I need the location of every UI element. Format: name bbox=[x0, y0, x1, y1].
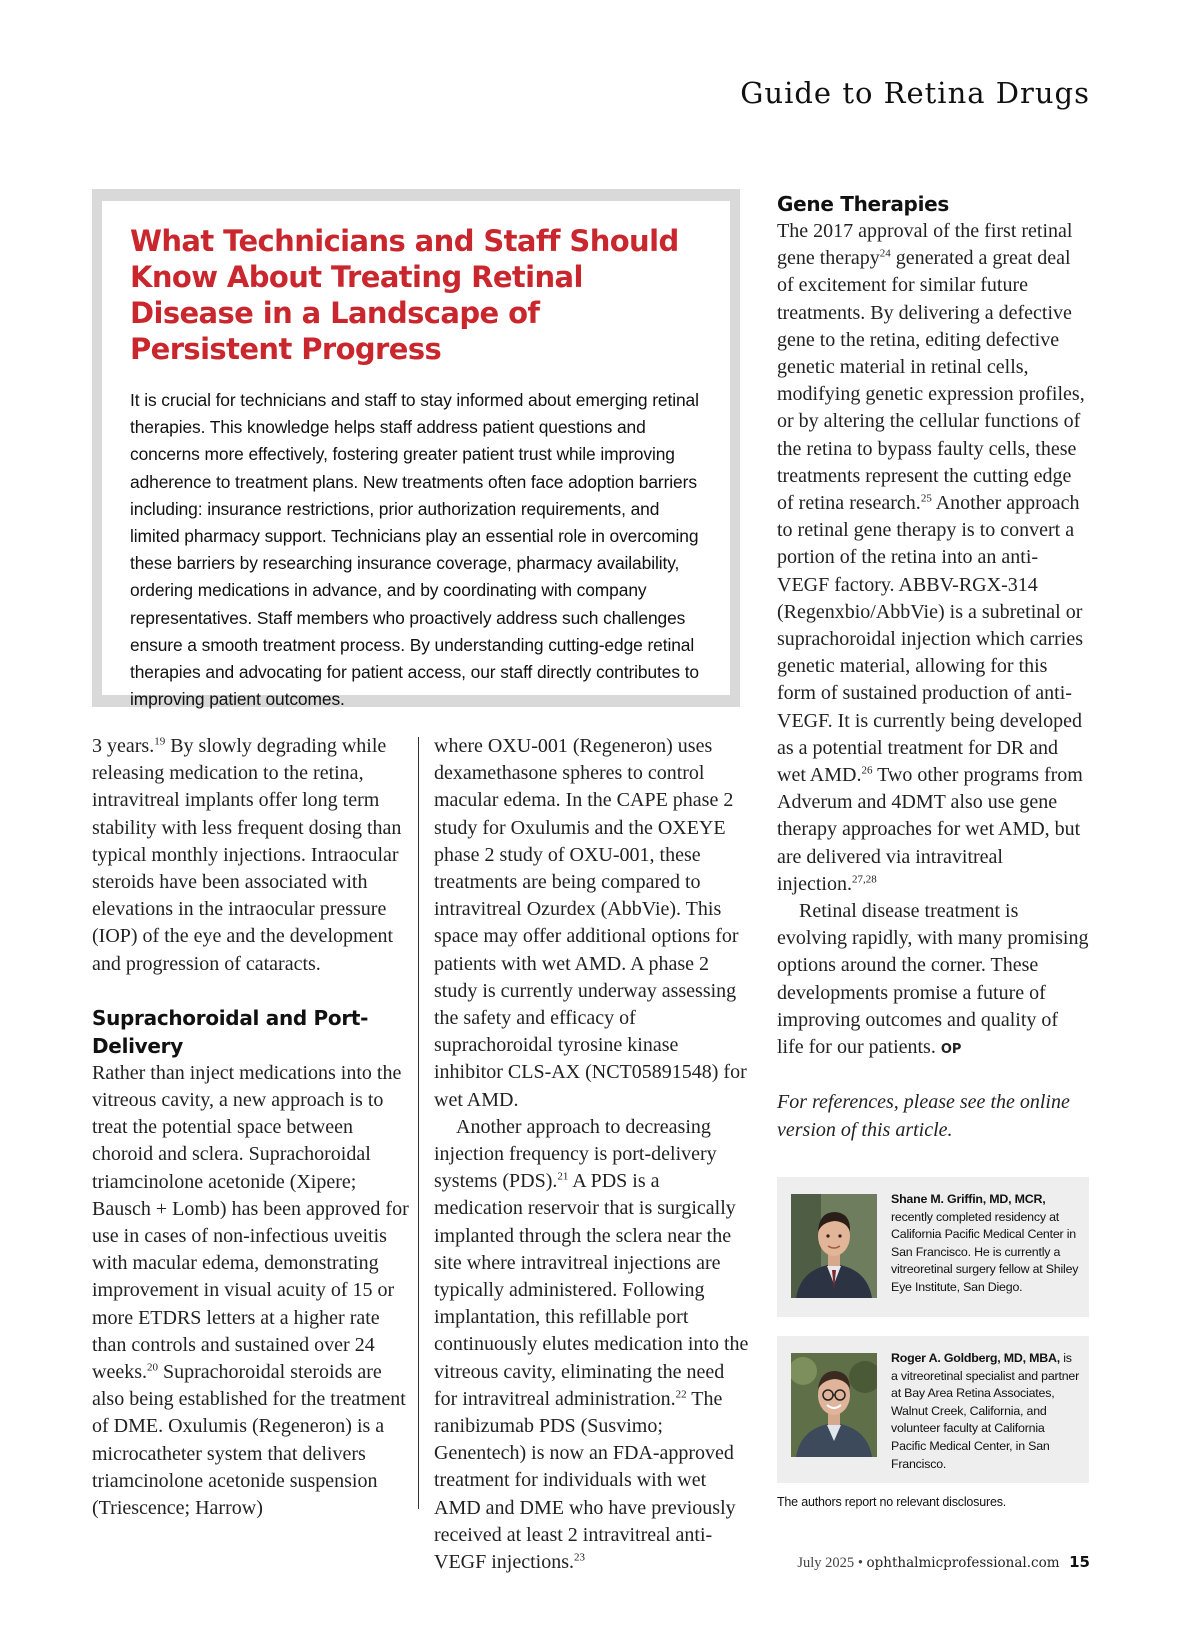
citation-19: 19 bbox=[154, 735, 166, 748]
callout-body: It is crucial for technicians and staff to stay informed about emerging retinal therapies. This knowledge helps staff address patient questions and concerns more effectively, fostering greater patient trust while improving adherence to treatment plans. New treatments often face adoption barriers including: insurance restrictions, prior authorization requirements, and limited pharmacy support. Technicians play an essential role in overcoming these barriers by researching insurance coverage, pharmacy availability, ordering medications in advance, and by coordinating with company representatives. Staff members who proactively address such challenges ensure a smooth treatment process. By understanding cutting-edge retinal therapies and advocating for patient access, our staff directly contributes to improving patient outcomes. bbox=[130, 390, 699, 710]
text-span: Another approach to retinal gene therapy is to convert a portion of the retina into an anti-VEGF factory. ABBV-RGX-314 (Regenxbio/AbbVie) is a subretinal or suprachoroidal injection which carries genetic material, allowing for this form of sustained production of anti-VEGF. It is currently being developed as a potential treatment for DR and wet AMD. bbox=[777, 492, 1083, 787]
references-note: For references, please see the online version of this article. bbox=[777, 1091, 1070, 1141]
text-span: The ranibizumab PDS (Susvimo; Genentech) is now an FDA-approved treatment for individuals with wet AMD and DME who have previously received at least 2 intravitreal anti-VEGF injections. bbox=[434, 1387, 736, 1574]
paragraph: where OXU-001 (Regeneron) uses dexamethasone spheres to control macular edema. In the CAPE phase 2 study for Oxulumis and the OXEYE phase 2 study of OXU-001, these treatments are being compared to intravitreal Ozurdex (AbbVie). This space may offer additional options for patients with wet AMD. A phase 2 study is currently underway assessing the safety and efficacy of suprachoroidal tyrosine kinase inhibitor CLS-AX (NCT05891548) for wet AMD. bbox=[434, 735, 747, 1111]
paragraph bbox=[777, 898, 1089, 1063]
citation-22: 22 bbox=[675, 1388, 687, 1401]
text-span: Suprachoroidal steroids are also being established for the treatment of DME. Oxulumis (Regeneron) is a microcatheter system that delivers triamcinolone acetonide suspension (Triescence; Harrow) bbox=[92, 1361, 406, 1520]
author-bio-text: is a vitreoretinal specialist and partner at Bay Area Retina Associates, Walnut Creek, California, and volunteer faculty at California Pacific Medical Center, in San Francisco. bbox=[891, 1351, 1080, 1471]
callout-title: What Technicians and Staff Should Know About Treating Retinal Disease in a Landscape of Persistent Progress bbox=[130, 224, 679, 366]
text-span: generated a great deal of excitement for similar future treatments. By delivering a defective gene to the retina, editing defective genetic material in retinal cells, modifying genetic expression profiles, or by altering the cellular functions of the retina to bypass faulty cells, these treatments represent the cutting edge of retina research. bbox=[777, 247, 1085, 515]
column-2 bbox=[434, 733, 752, 1576]
footer-url: ophthalmicprofessional.com bbox=[866, 1555, 1060, 1571]
callout-inner bbox=[102, 201, 730, 710]
author-name: Shane M. Griffin, MD, MCR, bbox=[891, 1192, 1046, 1206]
column-3 bbox=[777, 190, 1089, 1144]
end-mark-op: OP bbox=[940, 1042, 962, 1058]
subhead-gene-therapies: Gene Therapies bbox=[777, 192, 949, 216]
footer-separator: • bbox=[857, 1555, 863, 1571]
author-photo bbox=[791, 1194, 877, 1298]
paragraph bbox=[92, 1060, 410, 1522]
subhead-suprachoroidal: Suprachoroidal and Port-Delivery bbox=[92, 1005, 369, 1058]
author-name: Roger A. Goldberg, MD, MBA, bbox=[891, 1351, 1060, 1365]
text-span: By slowly degrading while releasing medication to the retina, intravitreal implants offer long term stability with less frequent dosing than typical monthly injections. Intraocular steroids have been associated with elevations in the intraocular pressure (IOP) of the eye and the development and progression of cataracts. bbox=[92, 735, 402, 975]
author-bio bbox=[891, 1191, 1081, 1297]
callout-box bbox=[92, 189, 740, 710]
issue-date: July 2025 bbox=[797, 1555, 855, 1571]
author-bio-text: recently completed residency at California Pacific Medical Center in San Francisco. He is currently a vitreoretinal surgery fellow at Shiley Eye Institute, San Diego. bbox=[891, 1209, 1079, 1294]
citation-25: 25 bbox=[920, 492, 932, 505]
disclosures: The authors report no relevant disclosures. bbox=[777, 1495, 1007, 1509]
author-bio bbox=[891, 1350, 1081, 1473]
author-box bbox=[777, 1336, 1089, 1483]
paragraph bbox=[92, 733, 410, 978]
citation-21: 21 bbox=[557, 1170, 569, 1183]
text-span: Another approach to decreasing injection frequency is port-delivery systems (PDS). bbox=[434, 1115, 717, 1193]
text-span: 3 years. bbox=[92, 735, 155, 757]
paragraph bbox=[434, 1114, 752, 1576]
column-divider bbox=[418, 737, 419, 1509]
citation-23: 23 bbox=[574, 1551, 585, 1564]
author-photo bbox=[791, 1353, 877, 1457]
citation-24: 24 bbox=[879, 247, 891, 260]
page-number: 15 bbox=[1069, 1553, 1090, 1571]
text-span: A PDS is a medication reservoir that is surgically implanted through the sclera near the site where intravitreal injections are typically administered. Following implantation, this refillable port continuously elutes medication into the vitreous cavity, eliminating the need for intravitreal administration. bbox=[434, 1170, 749, 1410]
text-span: Two other programs from Adverum and 4DMT also use gene therapy approaches for wet AMD, but are delivered via intravitreal injection. bbox=[777, 764, 1083, 895]
column-1 bbox=[92, 733, 410, 1522]
running-head: Guide to Retina Drugs bbox=[740, 76, 1090, 110]
citation-20: 20 bbox=[146, 1361, 158, 1374]
text-span: Rather than inject medications into the vitreous cavity, a new approach is to treat the potential space between choroid and sclera. Suprachoroidal triamcinolone acetonide (Xipere; Bausch + Lomb) has been approved for use in cases of non-infectious uveitis with macular edema, demonstrating improvement in visual acuity of 15 or more ETDRS letters at a higher rate than controls and sustained over 24 weeks. bbox=[92, 1061, 409, 1384]
page-footer bbox=[797, 1553, 1090, 1572]
citation-26: 26 bbox=[861, 764, 873, 777]
author-box bbox=[777, 1177, 1089, 1317]
text-span: Retinal disease treatment is evolving rapidly, with many promising options around the corner. These developments promise a future of improving outcomes and quality of life for our patients. bbox=[777, 900, 1089, 1059]
citation-27-28: 27,28 bbox=[851, 873, 877, 886]
paragraph bbox=[777, 218, 1089, 898]
text-span: The 2017 approval of the first retinal gene therapy bbox=[777, 220, 1073, 270]
